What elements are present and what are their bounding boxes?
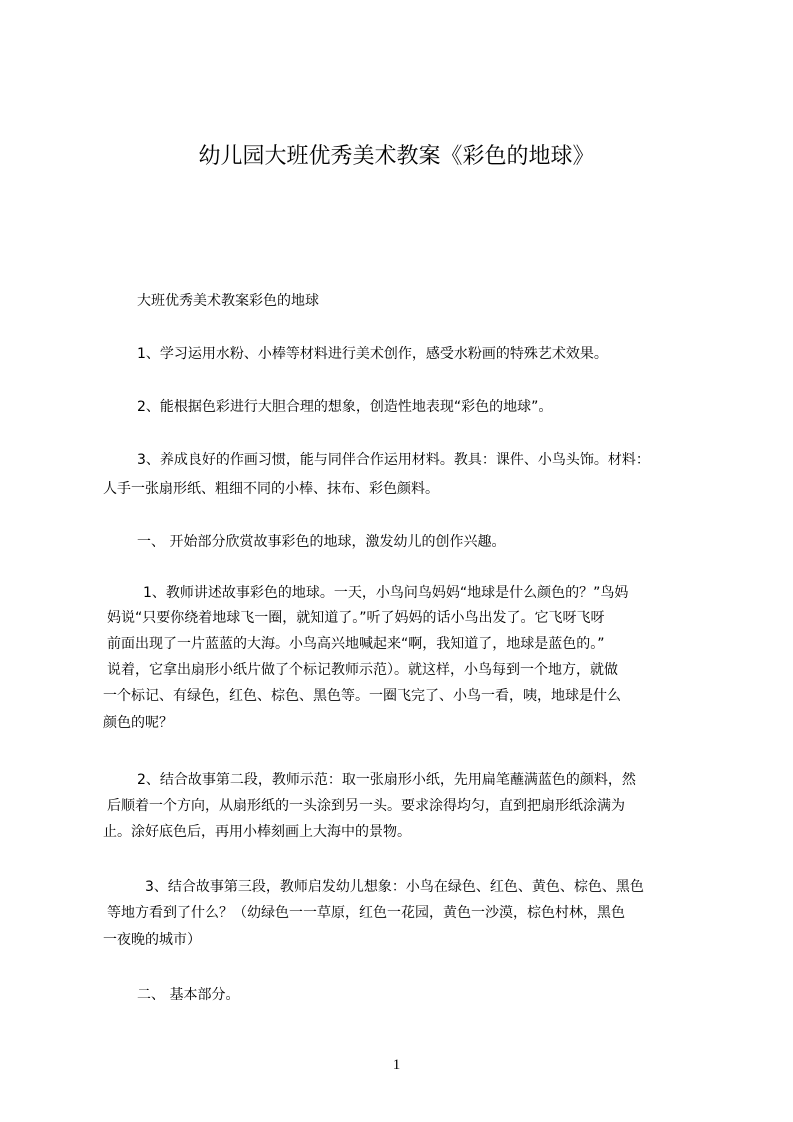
demo-paragraph-line-3: 止。涂好底色后，再用小棒刻画上大海中的景物。 [103,824,411,840]
story-paragraph-line-1: 1、教师讲述故事彩色的地球。一天，小鸟问鸟妈妈“地球是什么颜色的？”鸟妈 [143,585,629,601]
demo-paragraph-line-1: 2、结合故事第二段，教师示范：取一张扇形小纸，先用扁笔蘸满蓝色的颜料，然 [137,772,636,788]
objective-3-line-1: 3、养成良好的作画习惯，能与同伴合作运用材料。教具：课件、小鸟头饰。材料： [137,452,650,468]
section-2-heading: 二、 基本部分。 [137,987,240,1003]
intro-heading: 大班优秀美术教案彩色的地球 [137,293,319,309]
imagine-paragraph-line-3: 一夜晚的城市） [103,932,201,948]
story-paragraph-line-2: 妈说“只要你绕着地球飞一圈，就知道了。”听了妈妈的话小鸟出发了。它飞呀飞呀 [107,610,605,626]
story-paragraph-line-6: 颜色的呢？ [103,715,173,731]
page-number: 1 [392,1057,401,1073]
section-1-heading: 一、 开始部分欣赏故事彩色的地球，激发幼儿的创作兴趣。 [137,534,506,550]
demo-paragraph-line-2: 后顺着一个方向，从扇形纸的一头涂到另一头。要求涂得均匀，直到把扇形纸涂满为 [107,798,625,814]
imagine-paragraph-line-2: 等地方看到了什么？（幼绿色一一草原，红色一花园，黄色一沙漠，棕色村林，黑色 [107,905,625,921]
objective-2-line: 2、能根据色彩进行大胆合理的想象，创造性地表现“彩色的地球”。 [137,399,553,415]
objective-1-line: 1、学习运用水粉、小棒等材料进行美术创作，感受水粉画的特殊艺术效果。 [137,346,608,362]
story-paragraph-line-3: 前面出现了一片蓝蓝的大海。小鸟高兴地喊起来“啊，我知道了，地球是蓝色的。” [107,636,605,652]
story-paragraph-line-4: 说着，它拿出扇形小纸片做了个标记教师示范）。就这样，小鸟每到一个地方，就做 [107,662,618,678]
document-title: 幼儿园大班优秀美术教案《彩色的地球》 [198,144,595,169]
imagine-paragraph-line-1: 3、结合故事第三段，教师启发幼儿想象：小鸟在绿色、红色、黄色、棕色、黑色 [145,879,644,895]
story-paragraph-line-5: 一个标记、有绿色，红色、棕色、黑色等。一圈飞完了、小鸟一看，咦，地球是什么 [103,688,621,704]
objective-3-line-2: 人手一张扇形纸、粗细不同的小棒、抹布、彩色颜料。 [103,481,439,497]
